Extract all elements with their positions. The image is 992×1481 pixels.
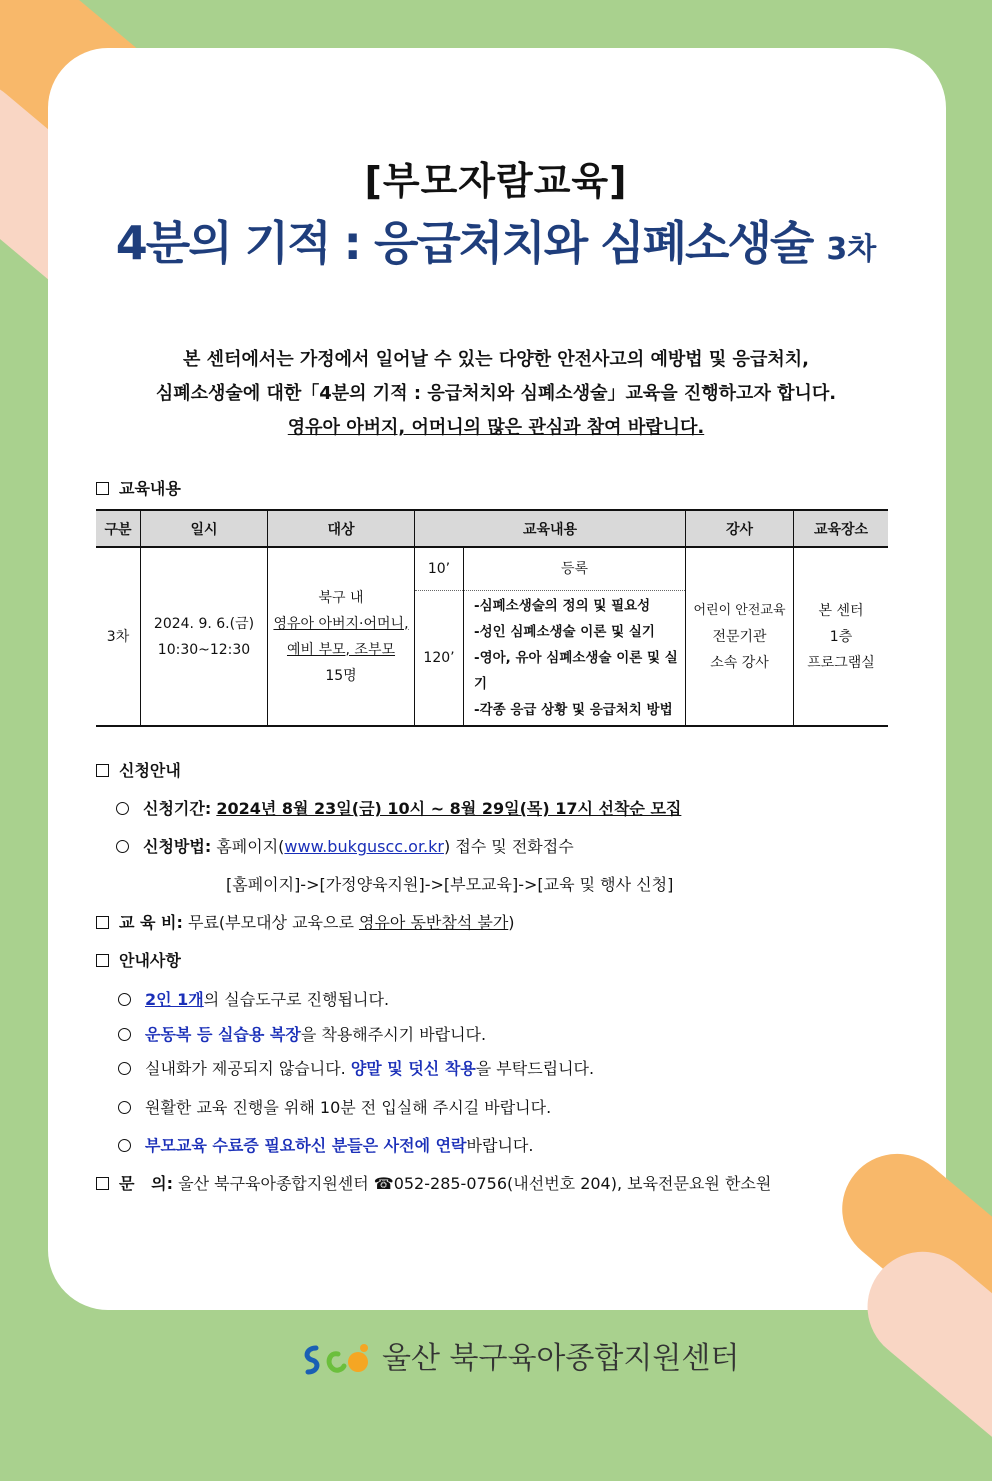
homepage-link[interactable]: www.bukguscc.or.kr	[284, 837, 444, 856]
period-label: 신청기간:	[143, 799, 212, 818]
section-content-heading	[96, 476, 181, 499]
checkbox-icon	[96, 954, 109, 967]
content-item: -심폐소생술의 정의 및 필요성	[474, 598, 651, 614]
method-prefix: 홈페이지(	[216, 837, 285, 856]
contact-value: 울산 북구육아종합지원센터 ☎052-285-0756(내선번호 204), 보육전문요원 한소원	[178, 1174, 772, 1193]
cell-datetime	[141, 547, 268, 726]
place-text: 1층	[829, 628, 853, 645]
bullet-icon	[118, 1101, 131, 1114]
apply-period	[116, 796, 681, 819]
target-text: 영유아 아버지·어머니,	[273, 615, 409, 632]
notice-text: 을 부탁드립니다.	[475, 1059, 595, 1078]
instructor-text: 어린이 안전교육	[693, 602, 786, 618]
notice-highlight: 운동복 등 실습용 복장	[145, 1025, 301, 1044]
cell-target	[268, 547, 415, 726]
checkbox-icon	[96, 482, 109, 495]
period-value: 2024년 8월 23일(금) 10시 ~ 8월 29일(목) 17시 선착순 모집	[216, 799, 682, 818]
cell-round: 3차	[96, 547, 141, 726]
target-text: 예비 부모, 조부모	[286, 641, 396, 658]
notice-item	[118, 1095, 551, 1118]
fee-value: 무료(부모대상 교육으로	[188, 913, 359, 932]
method-suffix: ) 접수 및 전화접수	[443, 837, 574, 856]
section-title: 교육내용	[119, 479, 181, 498]
section-apply-heading	[96, 758, 181, 781]
method-label: 신청방법:	[143, 837, 212, 856]
intro-line-1: 본 센터에서는 가정에서 일어날 수 있는 다양한 안전사고의 예방법 및 응급처치,	[183, 349, 809, 370]
apply-path: [홈페이지]->[가정양육지원]->[부모교육]->[교육 및 행사 신청]	[226, 875, 674, 894]
checkbox-icon	[96, 764, 109, 777]
notice-highlight: 2인 1개	[145, 990, 204, 1009]
bullet-icon	[116, 802, 129, 815]
content-item: -각종 응급 상황 및 응급처치 방법	[474, 702, 673, 718]
notice-item	[118, 1056, 594, 1079]
col-header: 강사	[686, 510, 794, 547]
notice-item	[118, 987, 389, 1010]
target-count: 15명	[325, 667, 357, 684]
bullet-icon	[116, 840, 129, 853]
footer-org-name: 울산 북구육아종합지원센터	[382, 1341, 740, 1376]
notice-text: 원활한 교육 진행을 위해 10분 전 입실해 주시길 바랍니다.	[145, 1098, 552, 1117]
target-text: 북구 내	[318, 589, 364, 606]
title-suffix: 3차	[826, 232, 877, 267]
notice-text: 을 착용해주시기 바랍니다.	[300, 1025, 487, 1044]
cell-duration: 10’	[415, 547, 464, 591]
notice-text: 의 실습도구로 진행됩니다.	[203, 990, 390, 1009]
intro-line-3: 영유아 아버지, 어머니의 많은 관심과 참여 바랍니다.	[287, 417, 705, 438]
content-item: -성인 심폐소생술 이론 및 실기	[474, 624, 655, 640]
notice-item	[118, 1022, 486, 1045]
instructor-text: 소속 강사	[710, 654, 769, 671]
table-header-row	[96, 510, 888, 547]
place-text: 프로그램실	[807, 654, 875, 671]
col-header: 구분	[96, 510, 141, 547]
fee-label: 교 육 비:	[119, 913, 183, 932]
notice-text: 바랍니다.	[466, 1136, 534, 1155]
notice-text: 실내화가 제공되지 않습니다.	[145, 1059, 351, 1078]
cell-instructor	[686, 547, 794, 726]
section-notice-heading	[96, 948, 181, 971]
footer-org	[302, 1333, 739, 1380]
instructor-text: 전문기관	[712, 628, 767, 645]
bullet-icon	[118, 993, 131, 1006]
notice-highlight: 양말 및 덧신 착용	[350, 1059, 476, 1078]
fee-suffix: )	[508, 913, 515, 932]
cell-content-list	[464, 591, 686, 727]
intro-line-2: 심폐소생술에 대한「4분의 기적 : 응급처치와 심폐소생술」교육을 진행하고자 합니다.	[155, 383, 837, 404]
col-header: 대상	[268, 510, 415, 547]
fee-note: 영유아 동반참석 불가	[359, 913, 509, 932]
bullet-icon	[118, 1062, 131, 1075]
col-header: 일시	[141, 510, 268, 547]
cell-place	[794, 547, 889, 726]
page-title	[0, 207, 992, 273]
time-text: 10:30~12:30	[157, 641, 251, 658]
contact-line	[96, 1171, 771, 1194]
col-header: 교육장소	[794, 510, 889, 547]
education-table	[96, 509, 888, 727]
intro-text	[0, 343, 992, 445]
cell-duration: 120’	[415, 591, 464, 727]
apply-method	[116, 834, 574, 857]
bullet-icon	[118, 1028, 131, 1041]
checkbox-icon	[96, 1177, 109, 1190]
notice-highlight: 부모교육 수료증 필요하신 분들은 사전에 연락	[145, 1136, 467, 1155]
col-header: 교육내용	[415, 510, 686, 547]
title-bracket: [부모자람교육]	[364, 159, 628, 203]
notice-item	[118, 1133, 533, 1156]
date-text: 2024. 9. 6.(금)	[153, 615, 255, 632]
section-title: 신청안내	[119, 761, 181, 780]
place-text: 본 센터	[818, 602, 864, 619]
cell-content: 등록	[464, 547, 686, 591]
table-row	[96, 547, 888, 591]
center-logo-icon	[302, 1340, 376, 1380]
content-item: -영아, 유아 심폐소생술 이론 및 실기	[474, 650, 678, 692]
checkbox-icon	[96, 916, 109, 929]
fee-line	[96, 910, 515, 933]
bullet-icon	[118, 1139, 131, 1152]
title-main: 4분의 기적 : 응급처치와 심폐소생술	[115, 216, 813, 270]
section-title: 안내사항	[119, 951, 181, 970]
contact-label: 문 의:	[119, 1174, 174, 1193]
